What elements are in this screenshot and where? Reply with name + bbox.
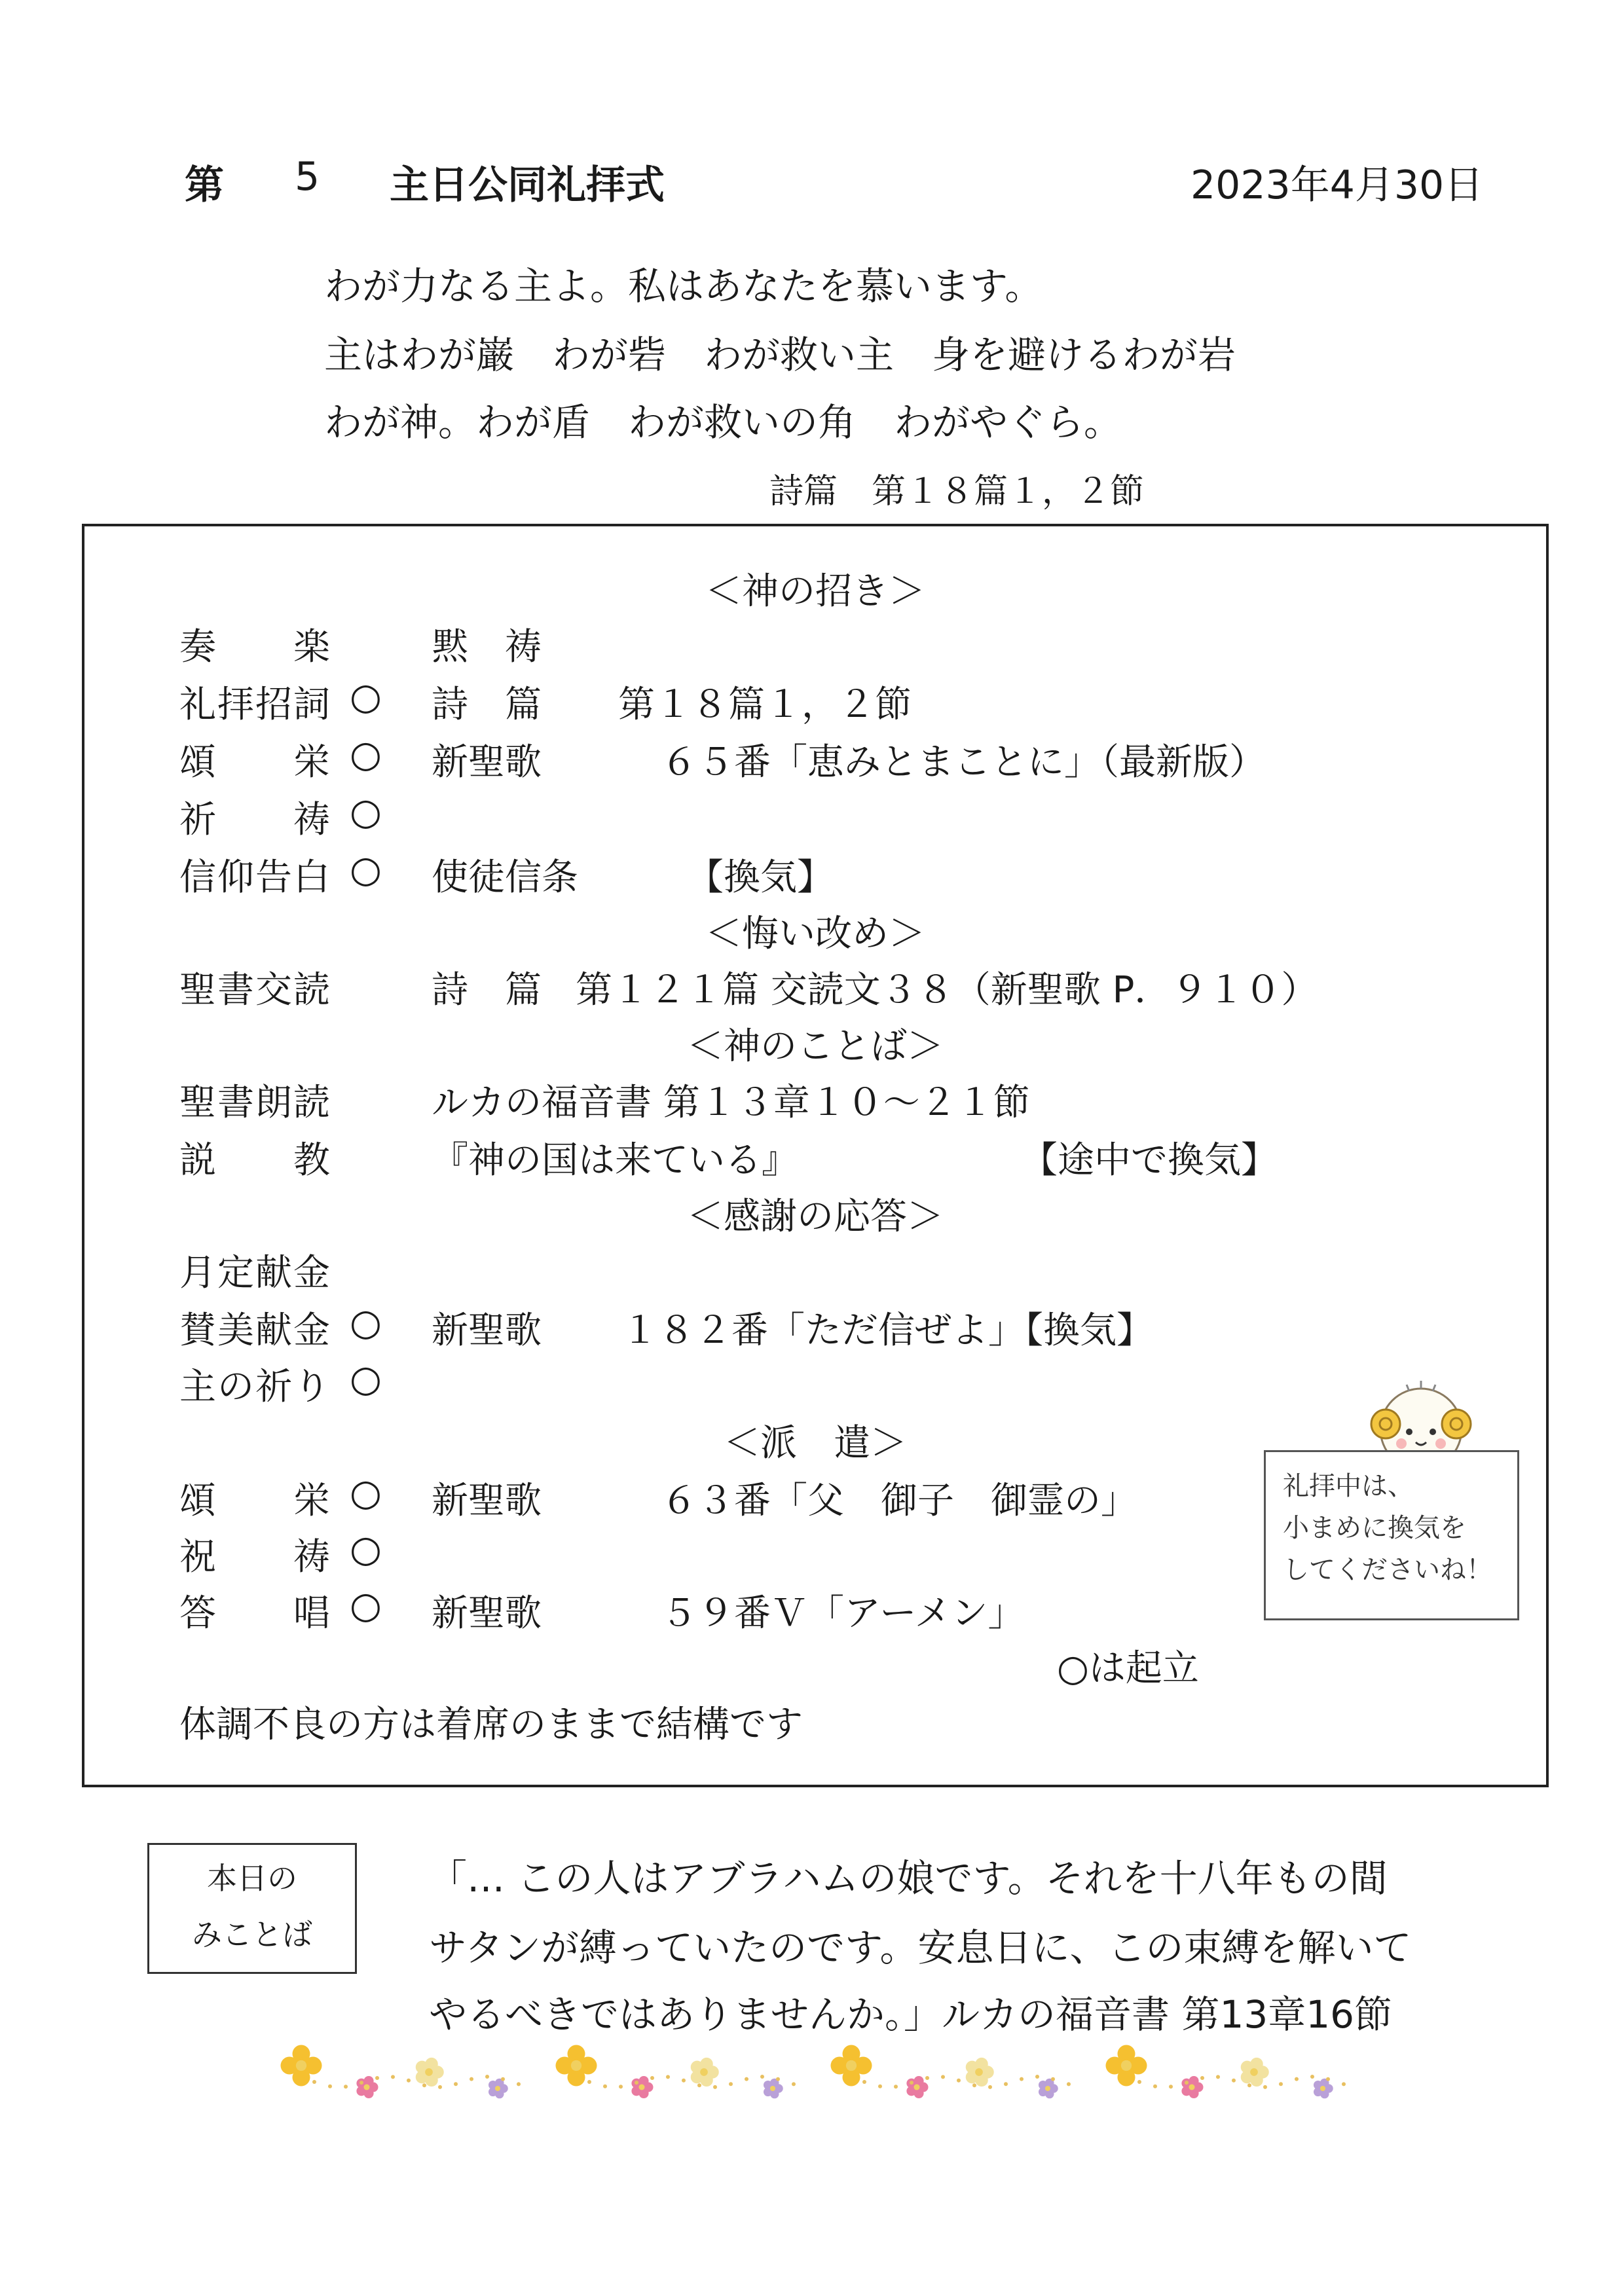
row-creed <box>84 848 1546 905</box>
row-label: 祈 祷 <box>179 799 331 841</box>
row-title: 新聖歌 <box>432 1309 542 1352</box>
row-label: 信仰告白 <box>179 856 331 899</box>
row-label: 月定献金 <box>179 1252 331 1294</box>
service-title: 主日公同礼拝式 <box>390 162 665 208</box>
row-doxology <box>84 733 1546 790</box>
stand-mark: ○ <box>350 791 382 833</box>
notice-line: してくださいね！ <box>1283 1555 1492 1585</box>
stand-legend <box>84 1639 1546 1696</box>
row-label: 賛美献金 <box>179 1309 331 1352</box>
row-detail: 【途中で換気】 <box>1021 1139 1278 1182</box>
row-prelude <box>84 618 1546 674</box>
todays-word-line: 「… この人はアブラハムの娘です。それを十八年もの間 <box>429 1856 1388 1901</box>
row-title: 黙 祷 <box>432 626 542 668</box>
row-prayer <box>84 791 1546 847</box>
row-detail: 第１２１篇 交読文３８（新聖歌 P．９１０） <box>576 969 1318 1011</box>
row-title: 詩 篇 <box>432 969 542 1011</box>
label-line: みことば <box>192 1917 312 1952</box>
row-label: 聖書朗読 <box>179 1082 331 1124</box>
row-label: 主の祈り <box>179 1366 331 1408</box>
row-detail: 【換気】 <box>687 856 834 899</box>
row-title: 使徒信条 <box>432 856 578 899</box>
verse-line: 主はわが巌 わが砦 わが救い主 身を避けるわが岩 <box>324 333 1236 377</box>
row-label: 聖書交読 <box>179 969 331 1011</box>
todays-word-label <box>147 1843 357 1974</box>
stand-mark: ○ <box>350 848 382 891</box>
stand-note: ○は起立 <box>1057 1647 1199 1690</box>
verse-reference: 詩篇 第１８篇１，２節 <box>769 472 1145 511</box>
row-label: 答 唱 <box>179 1592 331 1635</box>
row-label: 説 教 <box>179 1139 331 1182</box>
section-sending: ＜派 遣＞ <box>724 1422 907 1465</box>
flower-border-icon <box>262 2036 1375 2115</box>
stand-mark: ○ <box>350 1472 382 1514</box>
row-offering <box>84 1302 1546 1358</box>
sermon-title: 『神の国は来ている』 <box>432 1139 798 1182</box>
header-number: 5 <box>295 154 320 200</box>
ventilation-notice <box>1264 1450 1519 1620</box>
todays-word-line: やるべきではありませんか。」ルカの福音書 第13章16節 <box>429 1992 1393 2037</box>
verse-line: わが神。わが盾 わが救いの角 わがやぐら。 <box>324 400 1122 445</box>
section-thanks: ＜感謝の応答＞ <box>687 1195 944 1238</box>
stand-mark: ○ <box>350 676 382 718</box>
row-title: ルカの福音書 第１３章１０～２１節 <box>432 1082 1030 1124</box>
row-label: 頌 栄 <box>179 1480 331 1522</box>
header-dai: 第 <box>185 162 224 208</box>
row-monthly-offering <box>84 1244 1546 1300</box>
section-invitation: ＜神の招き＞ <box>705 570 925 613</box>
row-detail: ５９番Ｖ「アーメン」 <box>661 1592 1025 1635</box>
service-date: 2023年4月30日 <box>1190 162 1484 208</box>
row-detail: １８２番「ただ信ぜよ」【換気】 <box>621 1309 1153 1352</box>
notice-line: 礼拝中は、 <box>1283 1471 1414 1501</box>
stand-mark: ○ <box>350 1302 382 1344</box>
notice-line: 小まめに換気を <box>1283 1513 1466 1543</box>
row-responsive-reading <box>84 961 1546 1017</box>
row-title: 新聖歌 <box>432 741 542 784</box>
todays-word-line: サタンが縛っていたのです。安息日に、この束縛を解いて <box>429 1925 1412 1970</box>
row-title: 新聖歌 <box>432 1592 542 1635</box>
section-word: ＜神のことば＞ <box>687 1025 944 1068</box>
row-detail: ６３番「父 御子 御霊の」 <box>661 1480 1137 1522</box>
label-line: 本日の <box>207 1861 297 1896</box>
stand-mark: ○ <box>350 1528 382 1571</box>
row-detail: 第１８篇１，２節 <box>618 683 912 726</box>
row-label: 礼拝招詞 <box>179 683 331 726</box>
row-call-to-worship <box>84 676 1546 732</box>
health-note-row <box>84 1696 1546 1752</box>
stand-mark: ○ <box>350 733 382 776</box>
row-title: 詩 篇 <box>432 683 542 726</box>
verse-line: わが力なる主よ。私はあなたを慕います。 <box>324 264 1043 308</box>
stand-mark: ○ <box>350 1358 382 1400</box>
row-scripture-reading <box>84 1074 1546 1130</box>
row-sermon <box>84 1131 1546 1188</box>
stand-mark: ○ <box>350 1584 382 1627</box>
row-label: 奏 楽 <box>179 626 331 668</box>
section-repentance: ＜悔い改め＞ <box>705 913 925 955</box>
health-note: 体調不良の方は着席のままで結構です <box>179 1704 803 1746</box>
row-detail: ６５番「恵みとまことに」（最新版） <box>661 741 1266 784</box>
row-label: 頌 栄 <box>179 741 331 784</box>
row-lords-prayer <box>84 1358 1546 1414</box>
row-title: 新聖歌 <box>432 1480 542 1522</box>
row-label: 祝 祷 <box>179 1536 331 1578</box>
